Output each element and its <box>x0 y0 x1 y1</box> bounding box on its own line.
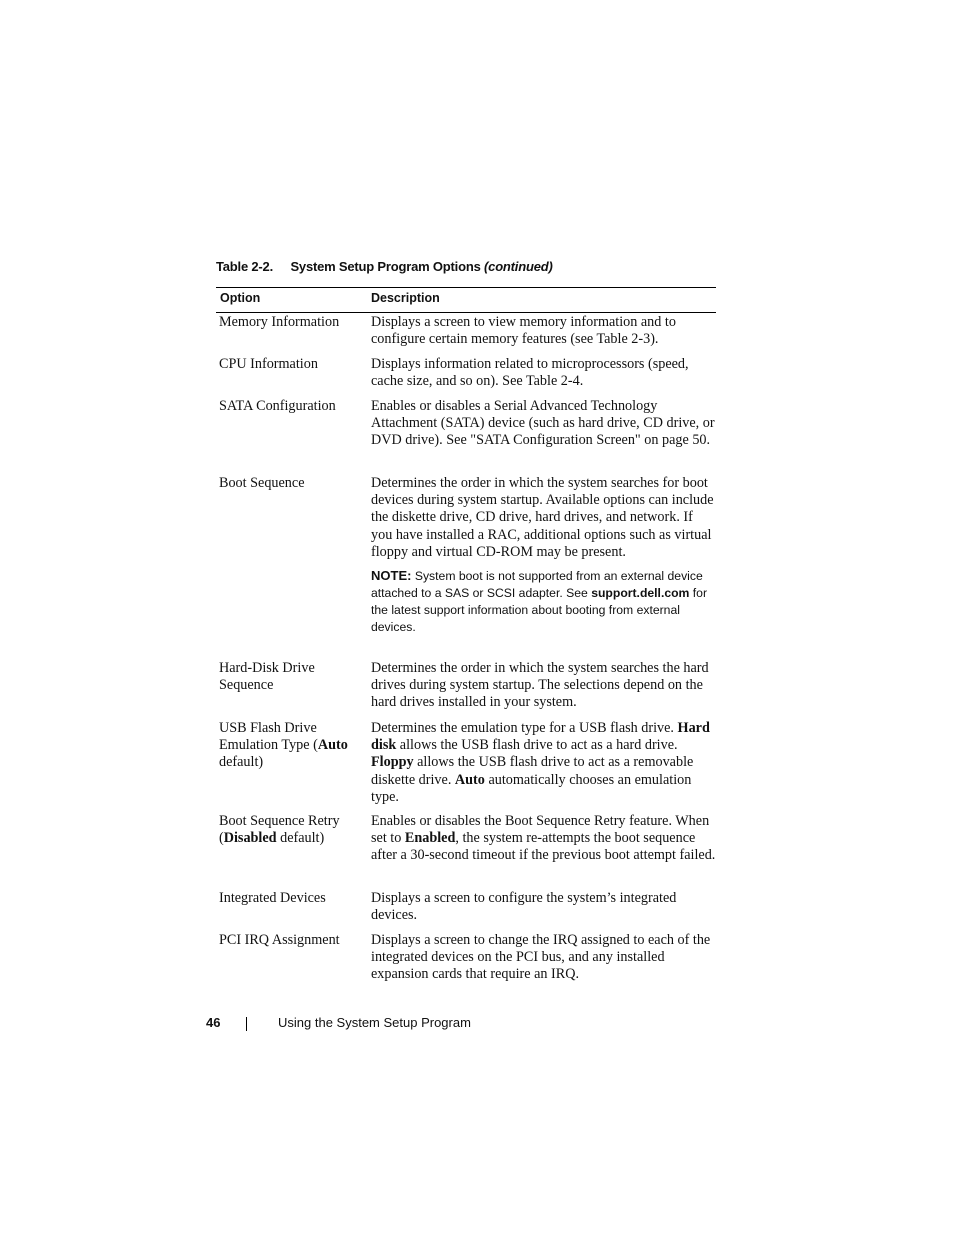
option-text-part: Boot Sequence Retry ( <box>219 813 340 847</box>
table-row <box>216 932 716 984</box>
table-caption <box>216 259 553 274</box>
description-text-part: Displays a screen to configure the system’s integrated devices. <box>371 890 677 924</box>
description-text-part: Displays a screen to change the IRQ assigned to each of the integrated devices on the PCI bus, and any installed expansion cards that require an IRQ. <box>371 932 711 983</box>
option-text-part: default) <box>276 830 325 847</box>
description-text-part: allows the USB flash drive to act as a hard drive. <box>396 737 678 754</box>
option-text: Boot Sequence <box>219 475 305 491</box>
description-text <box>371 890 716 924</box>
option-cell <box>219 890 359 907</box>
description-text <box>371 720 716 806</box>
description-cell <box>371 356 716 390</box>
description-text-part: Enabled <box>404 830 456 847</box>
options-table <box>216 287 716 983</box>
description-cell <box>371 932 716 984</box>
description-cell <box>371 890 716 924</box>
option-text: CPU Information <box>219 356 318 372</box>
option-cell <box>219 813 359 847</box>
header-option: Option <box>220 291 261 305</box>
option-text-part: USB Flash Drive Emulation Type ( <box>219 720 318 754</box>
option-text-part: default) <box>219 754 264 771</box>
description-text <box>371 314 716 348</box>
page-number: 46 <box>206 1015 221 1030</box>
description-text-part: allows the USB flash drive to act as a removable diskette drive. <box>371 754 694 788</box>
description-text <box>371 398 716 450</box>
note-label: NOTE: <box>371 568 412 584</box>
option-cell <box>219 720 359 772</box>
option-text: Integrated Devices <box>219 890 326 906</box>
description-text <box>371 932 716 984</box>
option-cell <box>219 356 359 373</box>
description-text-part: Determines the order in which the system searches the hard drives during system startup. The selections depend on the hard drives installed in your system. <box>371 660 709 711</box>
table-row <box>216 890 716 924</box>
description-text-part: Displays a screen to view memory information and to configure certain memory features (see Table 2-3). <box>371 314 676 348</box>
description-text-part: Displays information related to microprocessors (speed, cache size, and so on). See Table 2-4. <box>371 356 689 390</box>
description-text-part: Auto <box>454 771 485 788</box>
description-cell <box>371 314 716 348</box>
footer-chapter-title: Using the System Setup Program <box>278 1015 471 1030</box>
header-description: Description <box>371 291 440 305</box>
option-text: PCI IRQ Assignment <box>219 932 340 948</box>
description-text-part: , the system re-attempts the boot sequence after a 30-second timeout if the previous boot attempt failed. <box>371 830 716 864</box>
option-text: Hard-Disk Drive Sequence <box>219 660 315 694</box>
note-text: System boot is not supported from an external device attached to a SAS or SCSI adapter. See <box>371 569 703 601</box>
description-cell <box>371 813 716 865</box>
note-text: for the latest support information about booting from external devices. <box>371 586 707 635</box>
description-text <box>371 660 716 712</box>
table-row <box>216 314 716 348</box>
option-cell <box>219 314 359 331</box>
description-text <box>371 356 716 390</box>
table-number: Table 2-2. <box>216 259 274 274</box>
description-text-part: Floppy <box>371 754 414 771</box>
option-cell <box>219 475 359 492</box>
table-row <box>216 660 716 712</box>
table-row <box>216 720 716 806</box>
description-cell <box>371 398 716 450</box>
option-cell <box>219 398 359 415</box>
description-text <box>371 475 716 561</box>
description-text-part: Hard disk <box>371 720 710 754</box>
option-cell <box>219 932 359 949</box>
option-text-part: Disabled <box>223 830 277 847</box>
option-text: Memory Information <box>219 314 340 330</box>
table-title: System Setup Program Options <box>290 259 481 274</box>
option-cell <box>219 660 359 694</box>
table-row <box>216 475 716 636</box>
description-text <box>371 813 716 865</box>
table-header <box>216 287 716 313</box>
note-callout <box>371 567 716 636</box>
description-cell <box>371 660 716 712</box>
option-text: SATA Configuration <box>219 398 336 414</box>
footer-separator <box>246 1017 247 1031</box>
support-link[interactable]: support.dell.com <box>591 586 690 601</box>
table-row <box>216 356 716 390</box>
description-text-part: Determines the emulation type for a USB flash drive. <box>371 720 678 736</box>
description-cell <box>371 720 716 806</box>
table-continued-label: (continued) <box>484 259 553 274</box>
description-text-part: automatically chooses an emulation type. <box>371 771 692 805</box>
description-cell <box>371 475 716 636</box>
table-row <box>216 398 716 450</box>
description-text-part: Enables or disables a Serial Advanced Technology Attachment (SATA) device (such as hard drive, CD drive, or DVD drive). See "SATA Configuration Screen" on page 50. <box>371 398 715 449</box>
description-text-part: Enables or disables the Boot Sequence Retry feature. When set to <box>371 813 710 847</box>
option-text-part: Auto <box>317 737 348 754</box>
description-text-part: Determines the order in which the system searches for boot devices during system startup. Available options can include the diskette drive, CD drive, hard drives, and network. If you have installed a RAC, additional options such as virtual floppy and virtual CD-ROM may be present. <box>371 475 714 560</box>
table-row <box>216 813 716 865</box>
